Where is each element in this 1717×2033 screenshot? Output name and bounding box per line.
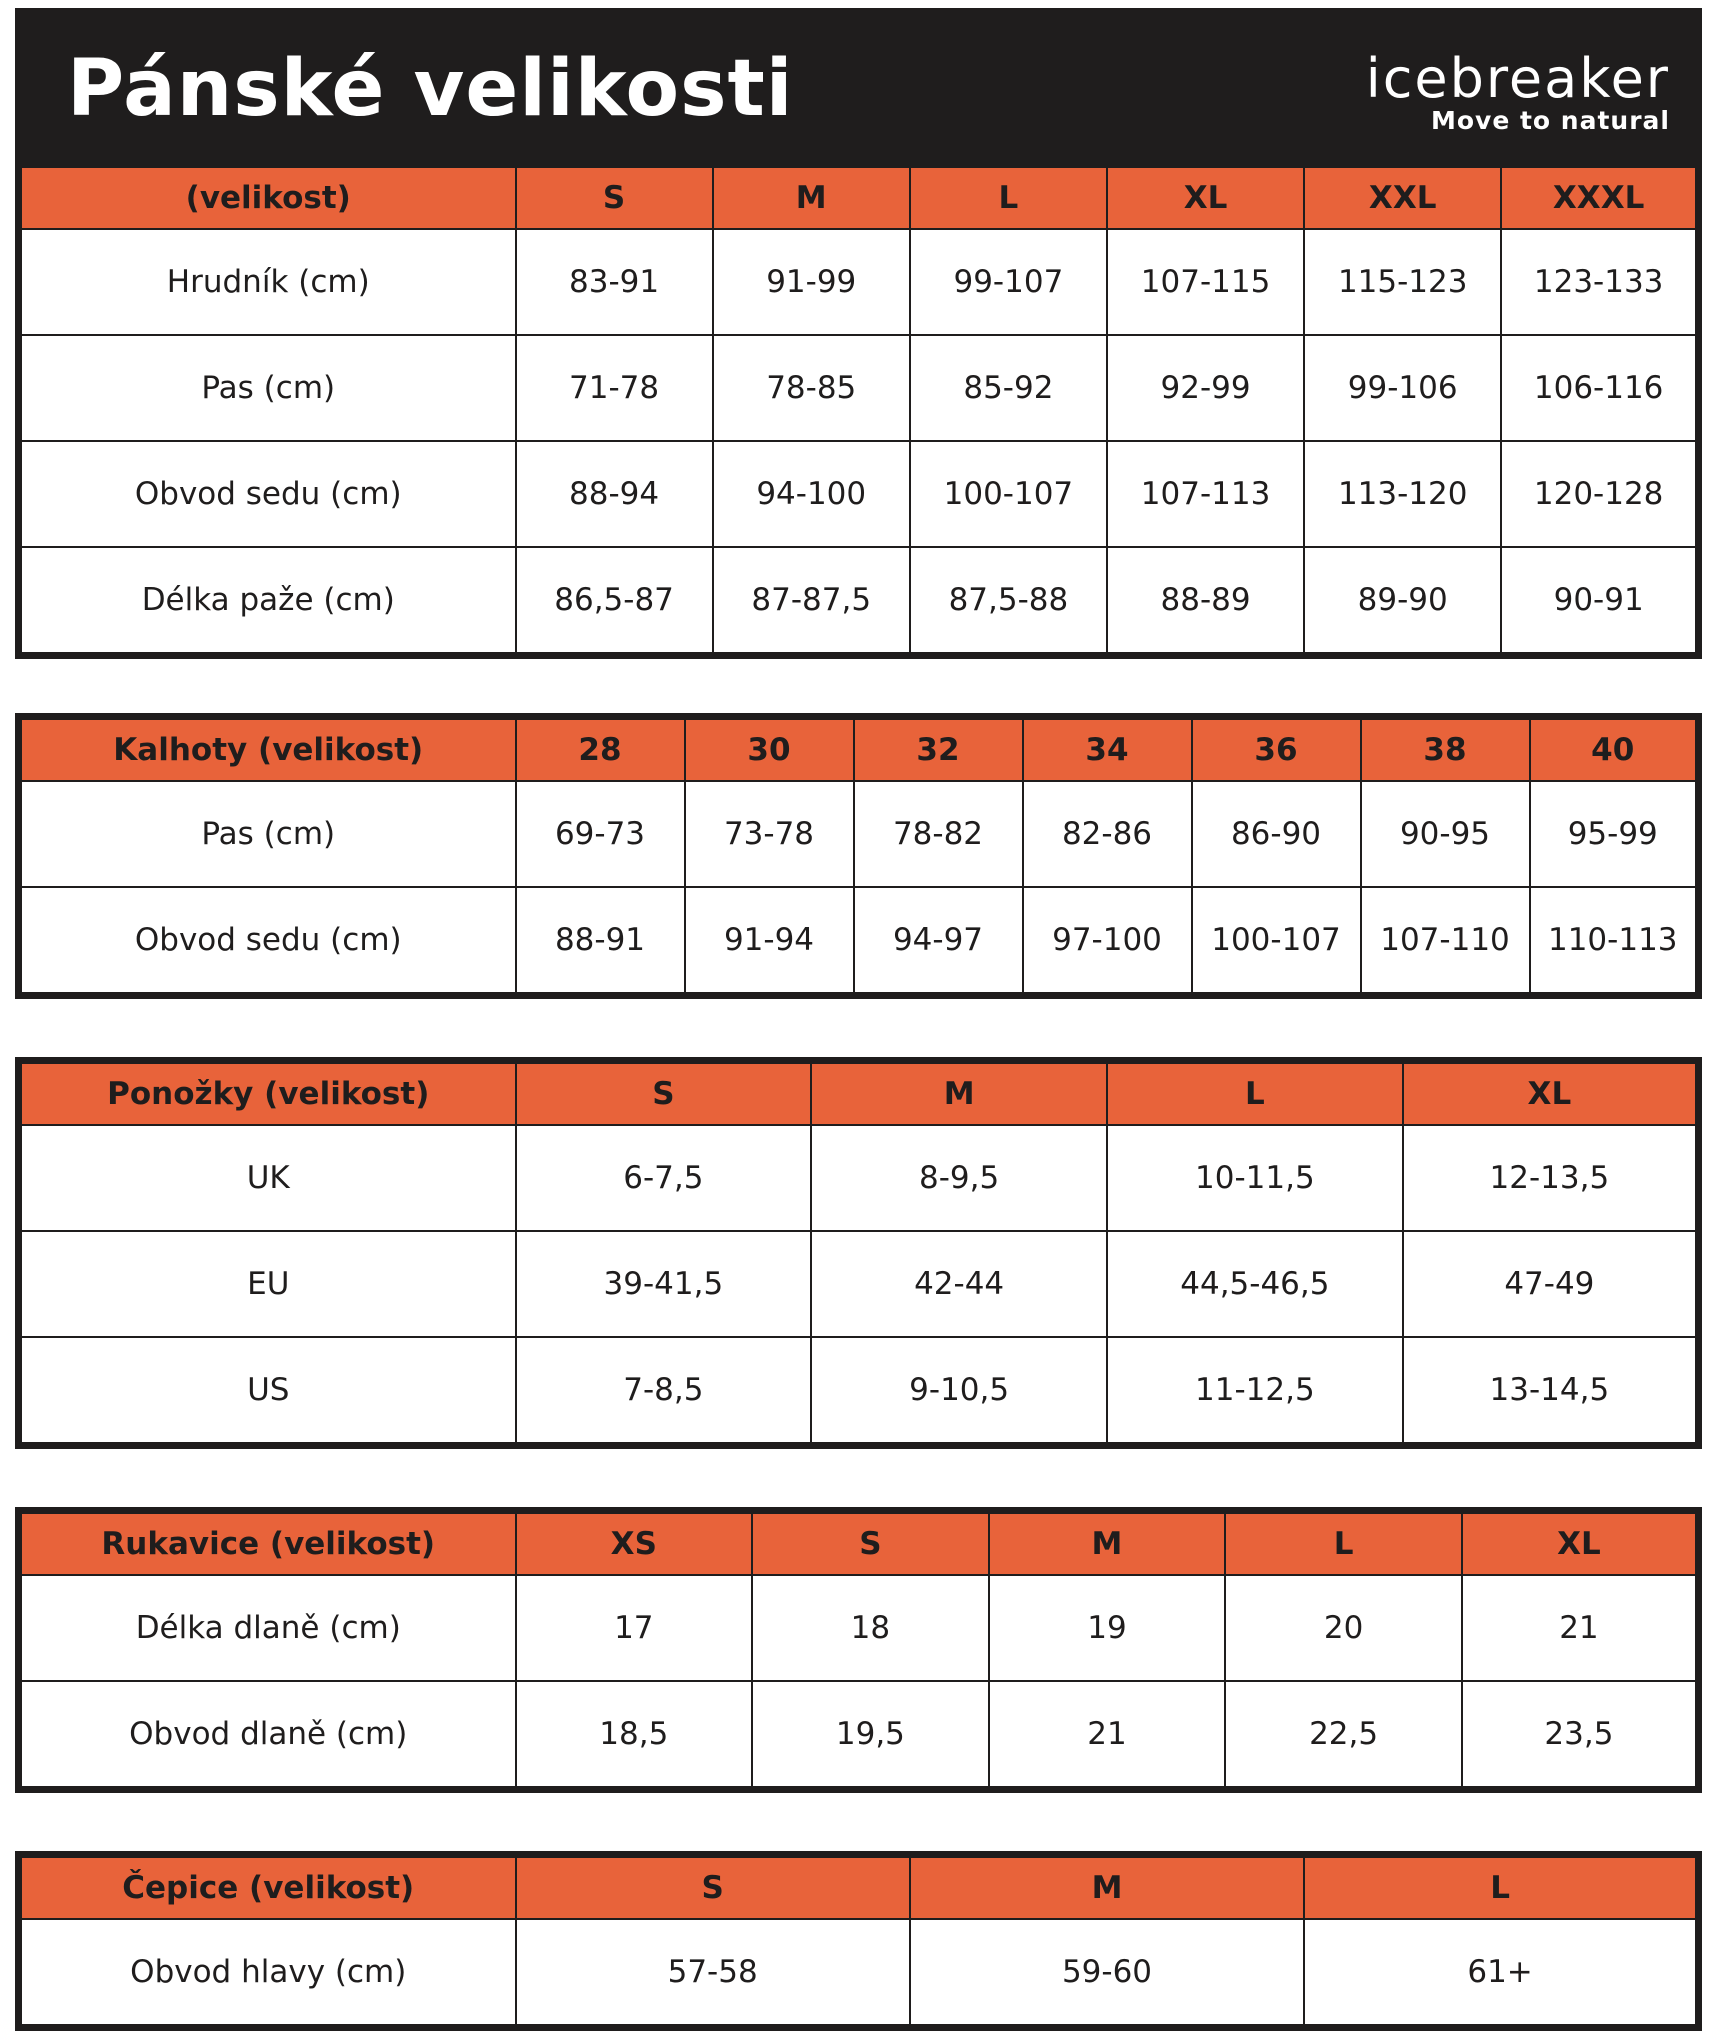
measurement-value-cell: 86-90 xyxy=(1192,781,1361,887)
measurement-label-cell: UK xyxy=(19,1125,516,1231)
measurement-value-cell: 91-99 xyxy=(713,229,910,335)
measurement-label-cell: Délka dlaně (cm) xyxy=(19,1575,516,1681)
size-header-cell: XL xyxy=(1462,1511,1699,1576)
measurement-value-cell: 69-73 xyxy=(516,781,685,887)
size-header-cell: S xyxy=(516,1855,910,1920)
size-table-rukavice xyxy=(15,1507,1702,1793)
size-header-cell: XXXL xyxy=(1501,167,1698,229)
measurement-value-cell: 92-99 xyxy=(1107,335,1304,441)
size-header-cell: S xyxy=(516,167,713,229)
measurement-value-cell: 99-107 xyxy=(910,229,1107,335)
measurement-label-cell: Obvod hlavy (cm) xyxy=(19,1919,516,2028)
measurement-value-cell: 113-120 xyxy=(1304,441,1501,547)
size-header-cell: 32 xyxy=(854,717,1023,782)
measurement-value-cell: 42-44 xyxy=(811,1231,1107,1337)
table-row xyxy=(19,1337,1699,1446)
measurement-value-cell: 9-10,5 xyxy=(811,1337,1107,1446)
measurement-value-cell: 83-91 xyxy=(516,229,713,335)
table-row xyxy=(19,1231,1699,1337)
measurement-value-cell: 19 xyxy=(989,1575,1226,1681)
size-header-cell: 28 xyxy=(516,717,685,782)
measurement-value-cell: 71-78 xyxy=(516,335,713,441)
measurement-value-cell: 12-13,5 xyxy=(1403,1125,1699,1231)
size-header-cell: 36 xyxy=(1192,717,1361,782)
measurement-value-cell: 57-58 xyxy=(516,1919,910,2028)
measurement-value-cell: 21 xyxy=(1462,1575,1699,1681)
measurement-value-cell: 89-90 xyxy=(1304,547,1501,656)
measurement-value-cell: 100-107 xyxy=(1192,887,1361,996)
measurement-value-cell: 107-110 xyxy=(1361,887,1530,996)
measurement-value-cell: 123-133 xyxy=(1501,229,1698,335)
size-header-cell: XXL xyxy=(1304,167,1501,229)
brand-logo xyxy=(1365,47,1670,135)
measurement-value-cell: 6-7,5 xyxy=(516,1125,812,1231)
measurement-value-cell: 10-11,5 xyxy=(1107,1125,1403,1231)
category-header-cell: Ponožky (velikost) xyxy=(19,1061,516,1126)
table-row xyxy=(19,441,1699,547)
size-header-cell: M xyxy=(910,1855,1304,1920)
measurement-value-cell: 88-89 xyxy=(1107,547,1304,656)
size-header-cell: XS xyxy=(516,1511,753,1576)
measurement-value-cell: 85-92 xyxy=(910,335,1107,441)
size-header-cell: L xyxy=(1304,1855,1698,1920)
size-header-cell: M xyxy=(989,1511,1226,1576)
measurement-value-cell: 100-107 xyxy=(910,441,1107,547)
measurement-label-cell: Pas (cm) xyxy=(19,335,516,441)
table-row xyxy=(19,1575,1699,1681)
measurement-value-cell: 23,5 xyxy=(1462,1681,1699,1790)
measurement-value-cell: 110-113 xyxy=(1530,887,1699,996)
measurement-label-cell: Pas (cm) xyxy=(19,781,516,887)
measurement-label-cell: US xyxy=(19,1337,516,1446)
measurement-value-cell: 115-123 xyxy=(1304,229,1501,335)
measurement-value-cell: 94-100 xyxy=(713,441,910,547)
measurement-value-cell: 20 xyxy=(1225,1575,1462,1681)
measurement-value-cell: 120-128 xyxy=(1501,441,1698,547)
header-row xyxy=(19,1061,1699,1126)
measurement-label-cell: EU xyxy=(19,1231,516,1337)
size-header-cell: XL xyxy=(1107,167,1304,229)
measurement-value-cell: 78-82 xyxy=(854,781,1023,887)
measurement-value-cell: 90-95 xyxy=(1361,781,1530,887)
size-table-cepice xyxy=(15,1851,1702,2031)
measurement-value-cell: 107-115 xyxy=(1107,229,1304,335)
size-header-cell: 38 xyxy=(1361,717,1530,782)
measurement-value-cell: 13-14,5 xyxy=(1403,1337,1699,1446)
measurement-label-cell: Délka paže (cm) xyxy=(19,547,516,656)
measurement-value-cell: 21 xyxy=(989,1681,1226,1790)
measurement-value-cell: 94-97 xyxy=(854,887,1023,996)
measurement-value-cell: 18,5 xyxy=(516,1681,753,1790)
measurement-value-cell: 73-78 xyxy=(685,781,854,887)
header-row xyxy=(19,1855,1699,1920)
measurement-value-cell: 18 xyxy=(752,1575,989,1681)
measurement-value-cell: 7-8,5 xyxy=(516,1337,812,1446)
size-table-obleceni xyxy=(15,166,1702,659)
measurement-value-cell: 87,5-88 xyxy=(910,547,1107,656)
measurement-value-cell: 78-85 xyxy=(713,335,910,441)
measurement-label-cell: Obvod dlaně (cm) xyxy=(19,1681,516,1790)
measurement-value-cell: 17 xyxy=(516,1575,753,1681)
page-header xyxy=(15,8,1702,167)
measurement-value-cell: 44,5-46,5 xyxy=(1107,1231,1403,1337)
measurement-value-cell: 82-86 xyxy=(1023,781,1192,887)
measurement-value-cell: 8-9,5 xyxy=(811,1125,1107,1231)
table-row xyxy=(19,887,1699,996)
table-row xyxy=(19,229,1699,335)
size-header-cell: S xyxy=(516,1061,812,1126)
table-row xyxy=(19,781,1699,887)
measurement-value-cell: 107-113 xyxy=(1107,441,1304,547)
header-row xyxy=(19,717,1699,782)
measurement-value-cell: 99-106 xyxy=(1304,335,1501,441)
size-header-cell: S xyxy=(752,1511,989,1576)
header-row xyxy=(19,1511,1699,1576)
measurement-value-cell: 39-41,5 xyxy=(516,1231,812,1337)
measurement-value-cell: 87-87,5 xyxy=(713,547,910,656)
header-row xyxy=(19,167,1699,229)
category-header-cell: (velikost) xyxy=(19,167,516,229)
measurement-label-cell: Obvod sedu (cm) xyxy=(19,441,516,547)
measurement-value-cell: 19,5 xyxy=(752,1681,989,1790)
measurement-value-cell: 22,5 xyxy=(1225,1681,1462,1790)
table-row xyxy=(19,1919,1699,2028)
size-header-cell: 34 xyxy=(1023,717,1192,782)
table-row xyxy=(19,335,1699,441)
measurement-value-cell: 95-99 xyxy=(1530,781,1699,887)
logo-tagline: Move to natural xyxy=(1430,106,1670,135)
size-table-ponozky xyxy=(15,1057,1702,1449)
measurement-value-cell: 61+ xyxy=(1304,1919,1698,2028)
size-header-cell: XL xyxy=(1403,1061,1699,1126)
size-header-cell: M xyxy=(713,167,910,229)
measurement-label-cell: Hrudník (cm) xyxy=(19,229,516,335)
measurement-value-cell: 47-49 xyxy=(1403,1231,1699,1337)
measurement-value-cell: 11-12,5 xyxy=(1107,1337,1403,1446)
logo-wordmark: icebreaker xyxy=(1365,47,1670,110)
measurement-value-cell: 88-91 xyxy=(516,887,685,996)
measurement-value-cell: 106-116 xyxy=(1501,335,1698,441)
size-header-cell: L xyxy=(1225,1511,1462,1576)
measurement-value-cell: 91-94 xyxy=(685,887,854,996)
category-header-cell: Rukavice (velikost) xyxy=(19,1511,516,1576)
table-row xyxy=(19,1681,1699,1790)
page-title: Pánské velikosti xyxy=(67,44,794,134)
measurement-value-cell: 88-94 xyxy=(516,441,713,547)
table-row xyxy=(19,547,1699,656)
size-header-cell: M xyxy=(811,1061,1107,1126)
measurement-value-cell: 90-91 xyxy=(1501,547,1698,656)
size-table-kalhoty xyxy=(15,713,1702,999)
measurement-value-cell: 86,5-87 xyxy=(516,547,713,656)
measurement-value-cell: 97-100 xyxy=(1023,887,1192,996)
size-header-cell: 40 xyxy=(1530,717,1699,782)
measurement-label-cell: Obvod sedu (cm) xyxy=(19,887,516,996)
table-row xyxy=(19,1125,1699,1231)
measurement-value-cell: 59-60 xyxy=(910,1919,1304,2028)
category-header-cell: Kalhoty (velikost) xyxy=(19,717,516,782)
size-header-cell: L xyxy=(910,167,1107,229)
category-header-cell: Čepice (velikost) xyxy=(19,1855,516,1920)
size-header-cell: L xyxy=(1107,1061,1403,1126)
size-header-cell: 30 xyxy=(685,717,854,782)
